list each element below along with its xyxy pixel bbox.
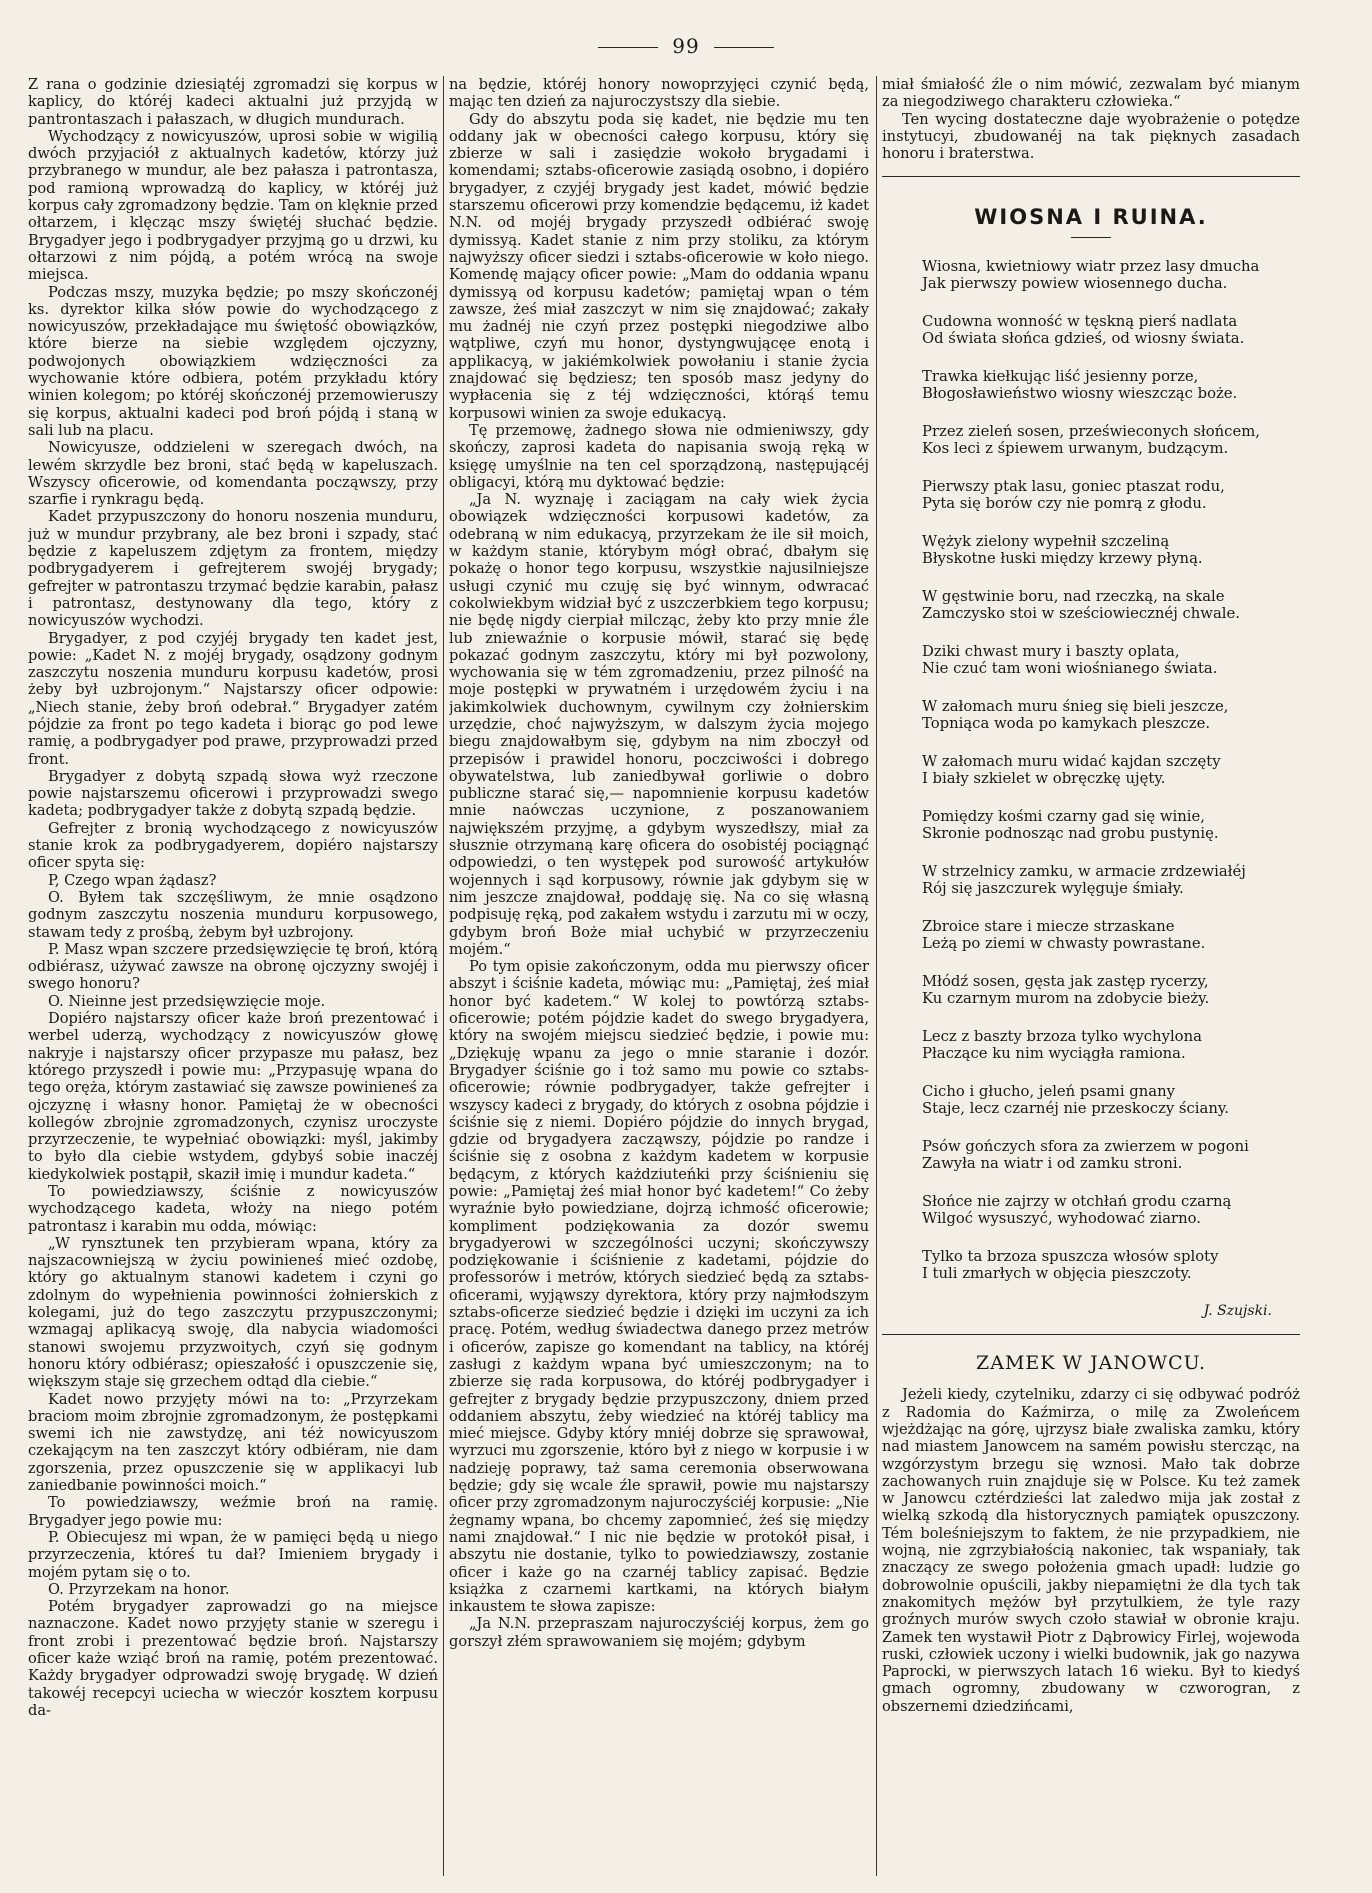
paragraph: Dopiéro najstarszy oficer każe broń prezentować i werbel uderzą, wychodzący z nowicyuszów głowę nakryje i najstarszy oficer przypasze mu pałasz, bez którego przyszedł i powie mu: „Przypasuję wpana do tego oręża, którym zastawiać się zawsze powinieneś za ojczyznę i własny honor. Pamiętaj że w obecności kollegów zbrojnie zgromadzonych, czynisz uroczyste przyrzeczenie, te wypełniać obowiązki: myśl, jakimby to było dla ciebie wstydem, gdybyś sobie inaczéj kiedykolwiek postąpił, skaził imię i mundur kadeta.“: [28, 1010, 438, 1183]
poem-line: W załomach muru widać kajdan szczęty: [922, 752, 1221, 770]
paragraph: Gefrejter z bronią wychodzącego z nowicyuszów stanie krok za podbrygadyerem, dopiéro najstarszy oficer spyta się:: [28, 819, 438, 872]
poem-line: Cicho i głucho, jeleń psami gnany: [922, 1082, 1175, 1100]
paragraph: Tę przemowę, żadnego słowa nie odmieniwszy, gdy skończy, zaprosi kadeta do napisania swoją ręką w księgę umyślnie na ten cel sporządzoną, następującéj obligacyi, którą mu dyktować będzie:: [449, 421, 869, 491]
paragraph: To powiedziawszy, weźmie broń na ramię. Brygadyer jego powie mu:: [28, 1494, 438, 1529]
paragraph: Wychodzący z nowicyuszów, uprosi sobie w wigilią dwóch przyjaciół z aktualnych kadetów, którzy już przybranego w mundur, ale bez pałasza i patrontasza, pod ramioną wprowadzą do kaplicy, w któréj już korpus cały zgromadzony będzie. Tam on klęknie przed ołtarzem, i klęcząc mszy świętéj słuchać będzie. Brygadyer jego i podbrygadyer przyjmą go u drzwi, ku ołtarzowi z nim pójdą, a potém wrócą na swoje miejsca.: [28, 127, 438, 284]
poem-stanza: [922, 258, 1300, 293]
poem-stanza: [922, 918, 1300, 953]
poem-line: Od świata słońca gdzieś, od wiosny świata.: [922, 330, 1245, 348]
poem-line: Pyta się borów czy nie pomrą z głodu.: [922, 495, 1207, 513]
section-divider: [882, 176, 1300, 177]
title-underline: [1071, 237, 1111, 238]
column-rule: [876, 76, 877, 1876]
article-title: ZAMEK W JANOWCU.: [976, 1352, 1206, 1375]
poem-stanza: [922, 423, 1300, 458]
poem-line: W gęstwinie boru, nad rzeczką, na skale: [922, 587, 1225, 605]
poem-line: Wilgoć wysuszyć, wyhodować ziarno.: [922, 1210, 1202, 1228]
poem-stanza: [922, 698, 1300, 733]
poem-line: Wiosna, kwietniowy wiatr przez lasy dmucha: [922, 257, 1260, 275]
paragraph: Po tym opisie zakończonym, odda mu pierwszy oficer abszyt i ściśnie kadeta, mówiąc mu: „Pamiętaj, żeś miał honor być kadetem.“ W kolej to powtórzą sztabs-oficerowie; potém pójdzie kadet do swego brygadyera, który na swojém miejscu siedzieć będzie, i powie mu: „Dziękuję wpanu za jego o mnie staranie i dozór. Brygadyer ściśnie go i toż samo mu powie co sztabs-oficerowie; równie podbrygadyer, także gefrejter i wszyscy kadeci z brygady, do których z osobna pójdzie i ściśnie się z niemi. Dopiéro pójdzie do innych brygad, gdzie od brygadyera zacząwszy, pójdzie po randze i ściśnie się z osobna z każdym kadetem w korpusie będącym, z których każdziuteńki przy ściśnieniu się powie: „Pamiętaj żeś miał honor być kadetem!“ Co żeby wyraźnie było powiedziane, dojrzą ichmość oficerowie; kompliment podziękowania za dozór swemu brygadyerowi w szczególności uczyni; skończywszy podziękowanie i ściśnienie z kadetami, pójdzie do professorów i metrów, których siedzieć będą za sztabs-oficerami, wyjąwszy dyrektora, który przy najmłodszym sztabs-oficerze siedzieć będzie i dzięki im uczyni za ich pracę. Potém, według świadectwa danego przez metrów i oficerów, zapisze go komendant na tablicy, na któréj zasługi z każdym wpana być umieszczonym; na to zbierze się rada korpusowa, do któréj podbrygadyer i gefrejter z brygady będzie przypuszczony, dniem przed oddaniem abszytu, żeby wiedzieć na któréj tablicy ma mieć miejsce. Gdyby który mniéj dobrze się sprawował, wyrzuci mu zgorszenie, któro był z niego w korpusie i w nadzieję poprawy, taż sama ceremonia obserwowana będzie; gdy się wcale źle sprawił, powie mu najstarszy oficer przy zgromadzonym najuroczyściéj korpusie: „Nie żegnamy wpana, bo chcemy zapomnieć, żeś się między nami znajdował.“ I nic nie będzie w protokół pisał, i abszytu nie dostanie, tylko to powiedziawszy, zostanie oficer i każe go na czarnéj tablicy zapisać. Będzie książka z czarnemi kartkami, na których białym inkaustem te słowa zapisze:: [449, 958, 869, 1616]
poem-line: Pomiędzy kośmi czarny gad się winie,: [922, 807, 1205, 825]
poem-line: Psów gończych sfora za zwierzem w pogoni: [922, 1137, 1249, 1155]
poem-line: Kos leci z śpiewem urwanym, budzącym.: [922, 440, 1229, 458]
paragraph: P, Czego wpan żądasz?: [48, 871, 217, 889]
poem-stanza: [922, 808, 1300, 843]
poem-line: Młódź sosen, gęsta jak zastęp rycerzy,: [922, 972, 1209, 990]
poem-line: Ku czarnym murom na zdobycie bieży.: [922, 990, 1210, 1008]
poem-line: Nie czuć tam woni wiośnianego świata.: [922, 660, 1218, 678]
poem-title: WIOSNA I RUINA.: [974, 205, 1208, 230]
poem-line: Wężyk zielony wypełnił szczeliną: [922, 532, 1170, 550]
paragraph: Brygadyer, z pod czyjéj brygady ten kadet jest, powie: „Kadet N. z mojéj brygady, osądzony godnym zaszczytu noszenia munduru korpusu kadetów, prosi żeby był uzbrojonym.“ Najstarszy oficer odpowie: „Niech stanie, żeby broń odebrał.“ Brygadyer zatém pójdzie za front po tego kadeta i biorąc go pod lewe ramię, a podbrygadyer pod prawe, przyprowadzi przed front.: [28, 629, 438, 768]
paragraph: Potém brygadyer zaprowadzi go na miejsce naznaczone. Kadet nowo przyjęty stanie w szeregu i front zrobi i prezentować będzie broń. Najstarszy oficer każe wziąć broń na ramię, potém prezentować. Każdy brygadyer odprowadzi swoję brygadę. W dzień takowéj recepcyi uciecha w wieczór kosztem korpusu da-: [28, 1598, 438, 1719]
poem-line: Lecz z baszty brzoza tylko wychylona: [922, 1027, 1202, 1045]
paragraph: „Ja N. wyznaję i zaciągam na cały wiek życia obowiązek wdzięczności korpusowi kadetów, za odebraną w nim edukacyą, przyrzekam że ile sił moich, w każdym stanie, którybym mógł obrać, dbałym się pokażę o honor tego korpusu, wszystkie najusilniejsze usługi czynić mu czuję się być winnym, odwracać cokolwiekbym widział być z uszczerbkiem tego korpusu; nie będę nigdy cierpiał milcząc, żeby kto przy mnie źle lub zniewaźnie o korpusie mówił, starać się będę pokazać godnym zaszczytu, który mi był pozwolony, wychowania się w tém zgromadzeniu, przez pilność na moje postępki w prywatném i urzędowém życiu i na jakimkolwiek duchownym, cywilnym czy żołnierskim urzędzie, choć najwyższym, w dalszym życia mojego biegu znajdowałbym się, gdybym na nim zboczył od przepisów i prawidel honoru, poczciwości i dobrego obywatelstwa, lub zaniedbywał gorliwie o dobro publiczne starać się,— napomnienie korpusu kadetów mnie naówczas uczynione, z poszanowaniem największém przyjmę, a gdybym wyszedłszy, miał za słusznie otrzymaną karę oficera do osobistéj pociągnąć odpowiedzi, o ten występek pod surowość artykułów wojennych i sąd korpusowy, równie jak gdybym się w nim jeszcze znajdował, poddaję się. Na co się własną podpisuję ręką, pod zakałem wstydu i zarzutu mi w oczy, gdybym broń Boże miał uchybić w przyrzeczeniu mojém.“: [449, 491, 869, 958]
poem-line: Dziki chwast mury i baszty oplata,: [922, 642, 1180, 660]
poem-author: J. Szujski.: [1203, 1302, 1272, 1319]
poem-line: Błogosławieństwo wiosny wieszcząc boże.: [922, 385, 1238, 403]
poem-body: [882, 258, 1300, 1283]
paragraph: To powiedziawszy, ściśnie z nowicyuszów wychodzącego kadeta, włoży na niego potém patrontasz i karabin mu odda, mówiąc:: [28, 1183, 438, 1235]
poem-stanza: [922, 863, 1300, 898]
column-rule: [443, 76, 444, 1876]
poem-stanza: [922, 368, 1300, 403]
paragraph: Kadet nowo przyjęty mówi na to: „Przyrzekam braciom moim zbrojnie zgromadzonym, że postępkami swemi ich nie zawstydzę, ani téż nowicyuszom czekającym na ten zaszczyt który odbiéram, nie dam zgorszenia, przez opuszczenie się w applikacyi lub zaniedbanie powinności moich.“: [28, 1390, 438, 1495]
paragraph: miał śmiałość źle o nim mówić, zezwalam być mianym za niegodziwego charakteru człowieka.“: [882, 76, 1300, 111]
paragraph: „Ja N.N. przepraszam najuroczyściéj korpus, żem go gorszył złém sprawowaniem się mojém; gdybym: [449, 1615, 869, 1650]
paragraph: O. Przyrzekam na honor.: [48, 1580, 230, 1598]
paragraph: P. Obiecujesz mi wpan, że w pamięci będą u niego przyrzeczenia, któreś tu dał? Imieniem brygady i mojém pytam się o to.: [28, 1528, 438, 1581]
poem-line: Leżą po ziemi w chwasty powrastane.: [922, 935, 1206, 953]
poem-line: Słońce nie zajrzy w otchłań grodu czarną: [922, 1192, 1232, 1210]
poem-line: Topniąca woda po kamykach pleszcze.: [922, 715, 1211, 733]
poem-line: Zamczysko stoi w sześciowiecznéj chwale.: [922, 605, 1240, 623]
paragraph: Gdy do abszytu poda się kadet, nie będzie mu ten oddany jak w obecności całego korpusu, który się zbierze w sali i zasiędzie wokoło brygadami i komendami; sztabs-oficerowie zasiądą osobno, i dopiéro brygadyer, z czyjéj brygady jest kadet, mówić będzie starszemu oficerowi przy komendzie będącemu, iż kadet N.N. od mojéj brygady przyszedł odbiérać swoję dymissyą. Kadet stanie z nim przy stoliku, za którym najwyższy oficer siedzi i sztabs-oficerowie w koło niego. Komendę mający oficer powie: „Mam do oddania wpanu dymissyą od korpusu kadetów; pamiętaj wpan o tém zawsze, żeś miał zaszczyt w nim się znajdować; zakały mu żadnéj nie czyń przez postępki niegodziwe albo wątpliwe, czyń mu honor, dystyngwującęe enotą i applikacyą, w jakiémkolwiek powołaniu i stanie życia znajdować się będziesz; ten sposób masz jedyny do wypłacenia się z téj wdzięczności, którąś temu korpusowi winien za swoje edukacyą.: [449, 110, 869, 422]
poem-stanza: [922, 1193, 1300, 1228]
paragraph: Brygadyer z dobytą szpadą słowa wyż rzeczone powie najstarszemu oficerowi i przyprowadzi swego kadeta; podbrygadyer także z dobytą szpadą będzie.: [28, 767, 438, 820]
poem-stanza: [922, 753, 1300, 788]
poem-line: Staje, lecz czarnéj nie przeskoczy ściany.: [922, 1100, 1229, 1118]
paragraph: na będzie, któréj honory nowoprzyjęci czynić będą, mając ten dzień za najuroczystszy dla siebie.: [449, 76, 869, 111]
poem-stanza: [922, 1083, 1300, 1118]
poem-line: Skronie podnosząc nad grobu pustynię.: [922, 825, 1219, 843]
paragraph: O. Byłem tak szczęśliwym, że mnie osądzono godnym zaszczytu noszenia munduru korpusowego, stawam tedy z prośbą, żebym był uzbrojony.: [28, 888, 438, 941]
paragraph: O. Nieinne jest przedsięwzięcie moje.: [48, 992, 326, 1010]
section-divider: [882, 1334, 1300, 1335]
poem-line: Zbroice stare i miecze strzaskane: [922, 917, 1175, 935]
poem-line: W załomach muru śnieg się bieli jeszcze,: [922, 697, 1229, 715]
paragraph: Z rana o godzinie dziesiątéj zgromadzi się korpus w kaplicy, do któréj kadeci aktualni już przyjdą w pantrontaszach i pałaszach, w długich mundurach.: [28, 76, 438, 128]
poem-line: Zawyła na wiatr i od zamku stroni.: [922, 1155, 1183, 1173]
poem-stanza: [922, 533, 1300, 568]
poem-line: W strzelnicy zamku, w armacie zrdzewiałéj: [922, 862, 1246, 880]
poem-line: I biały szkielet w obręczkę ujęty.: [922, 770, 1166, 788]
poem-stanza: [922, 1248, 1300, 1283]
paragraph: Nowicyusze, oddzieleni w szeregach dwóch, na lewém skrzydle bez broni, stać będą w kapeluszach. Wszyscy oficerowie, od komendanta począwszy, przy szarfie i rynkragu będą.: [28, 439, 438, 509]
paragraph: Ten wycing dostateczne daje wyobrażenie o potędze instytucyi, zbudowanéj na tak pięknych zasadach honoru i braterstwa.: [882, 110, 1300, 163]
poem-line: Jak pierwszy powiew wiosennego ducha.: [922, 275, 1228, 293]
paragraph: „W rynsztunek ten przybieram wpana, który za najszacowniejszą w życiu powinieneś mieć ozdobę, który go aktualnym stanowi kadetem i czyni go zdolnym do wypełnienia powinności żołnierskich z kolegami, już do tego zaszczytu przypuszczonymi; wzmagaj aplikacyą swoję, dla nabycia wiadomości stanowi swojemu przyzwoitych, czyń się godnym honoru który odbiérasz; opieszałość i opuszczenie się, większym staje się grzechem odtąd dla ciebie.“: [28, 1234, 438, 1391]
page-number: 99: [0, 34, 1372, 58]
column-2: [449, 76, 869, 1876]
poem-line: Błyskotne łuski między krzewy płyną.: [922, 550, 1203, 568]
poem-line: Trawka kiełkując liść jesienny porze,: [922, 367, 1199, 385]
poem-stanza: [922, 588, 1300, 623]
poem-stanza: [922, 478, 1300, 513]
paragraph: Jeżeli kiedy, czytelniku, zdarzy ci się odbywać podróż z Radomia do Kaźmirza, o milę za Zwoleńcem wjeżdżając na górę, ujrzysz białe zwaliska zamku, który nad miastem Janowcem na samém powisłu stercząc, na wzgórzystym brzegu się wznosi. Mało tak dobrze zachowanych ruin znajduje się w Polsce. Ku też zamek w Janowcu cztérdzieści lat zaledwo mija jak został z wielką szkodą dla historycznych pamiątek opuszczony. Tém boleśniejszym to faktem, że nie przypadkiem, nie wojną, nie zgrzybiałością nakoniec, tak wspaniały, tak znaczący ze swego położenia gmach upadł: ludzie go dobrowolnie opuścili, jakby niepamiętni że dla tych tak znakomitych mężów był przytulkiem, że tyle razy groźnych murów swych czoło stawiał w obronie kraju. Zamek ten wystawił Piotr z Dąbrowicy Firlej, wojewoda ruski, człowiek uczony i wielki budownik, jak go nazywa Paprocki, w pierwszych latach 16 wieku. Był to kiedyś gmach ogromny, zbudowany w czworogran, z obszernemi dziedzińcami,: [882, 1386, 1300, 1715]
poem-line: Przez zieleń sosen, prześwieconych słońcem,: [922, 422, 1260, 440]
poem-line: Płaczące ku nim wyciągła ramiona.: [922, 1045, 1186, 1063]
column-1: [28, 76, 438, 1876]
poem-line: Cudowna wonność w tęskną pierś nadlata: [922, 312, 1238, 330]
poem-line: Tylko ta brzoza spuszcza włosów sploty: [922, 1247, 1219, 1265]
column-3: [882, 76, 1300, 1876]
paragraph: Podczas mszy, muzyka będzie; po mszy skończonéj ks. dyrektor kilka słów powie do wychodzącego z nowicyuszów, przekładające mu świętość obowiązków, które bierze na siebie względem ojczyzny, podwojonych obowiązkiem wdzięczności za wychowanie które odbiera, potém przykładu który winien kolegom; po któréj skończonéj przemowieruszy się korpus, aktualni kadeci pod broń pójdą i staną w sali lub na placu.: [28, 283, 438, 439]
poem-stanza: [922, 643, 1300, 678]
poem-stanza: [922, 313, 1300, 348]
poem-line: I tuli zmarłych w objęcia pieszczoty.: [922, 1265, 1192, 1283]
poem-stanza: [922, 1028, 1300, 1063]
paragraph: Kadet przypuszczony do honoru noszenia munduru, już w mundur przybrany, ale bez broni i szpady, stać będzie z kapeluszem zdjętym za frontem, między podbrygadyerem i gefrejterem swojéj brygady; gefrejter w patrontaszu trzymać będzie karabin, pałasz i patrontasz, destynowany dla tego, który z nowicyuszów wychodzi.: [28, 508, 438, 630]
poem-line: Rój się jaszczurek wylęguje śmiały.: [922, 880, 1184, 898]
poem-line: Pierwszy ptak lasu, goniec ptaszat rodu,: [922, 477, 1225, 495]
poem-stanza: [922, 1138, 1300, 1173]
poem-stanza: [922, 973, 1300, 1008]
paragraph: P. Masz wpan szczere przedsięwzięcie tę broń, którą odbiérasz, używać zawsze na obronę ojczyzny swojéj i swego honoru?: [28, 940, 438, 993]
